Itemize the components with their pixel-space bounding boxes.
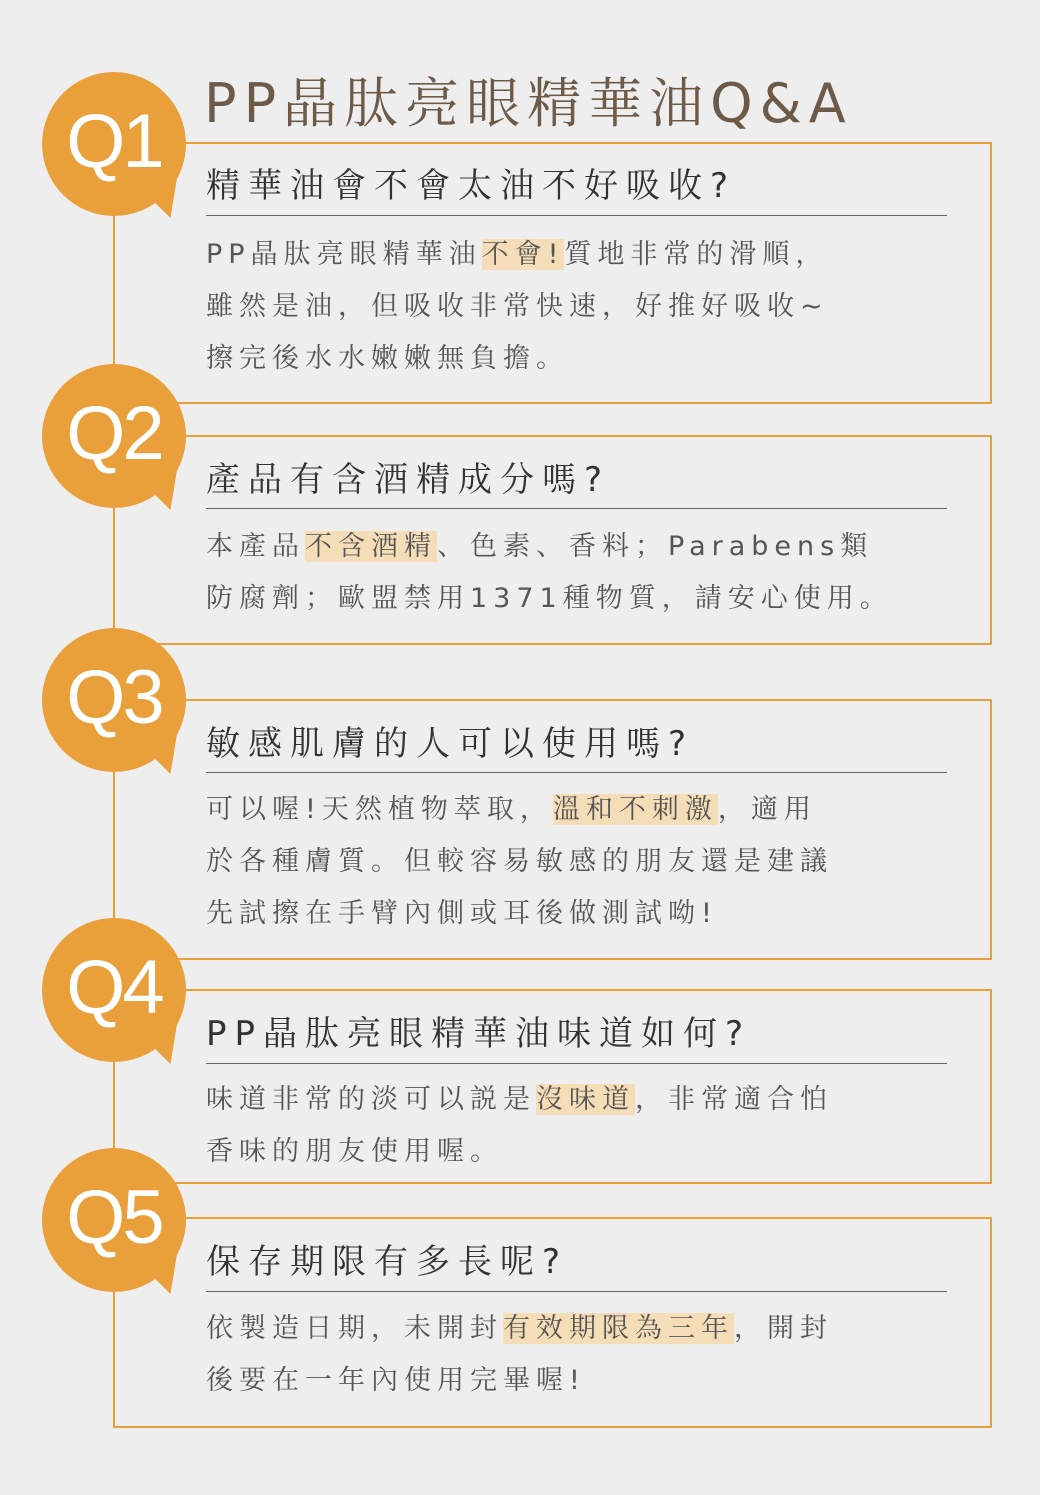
answer-4	[206, 1074, 946, 1178]
answer-highlight: 不含酒精	[305, 531, 437, 562]
answer-3	[206, 784, 946, 940]
question-divider	[206, 508, 947, 509]
page-title: PP晶肽亮眼精華油Q&A	[204, 72, 853, 135]
answer-highlight: 溫和不刺激	[552, 794, 718, 825]
q3-badge	[42, 628, 186, 772]
q2-badge	[42, 364, 186, 508]
answer-line: PP晶肽亮眼精華油不會!質地非常的滑順，	[206, 239, 829, 270]
answer-highlight: 沒味道	[536, 1084, 635, 1115]
answer-line: 防腐劑；歐盟禁用1371種物質，請安心使用。	[206, 583, 893, 614]
question-divider	[206, 1291, 947, 1292]
q3-label: Q3	[66, 654, 162, 740]
answer-highlight: 不會!	[481, 239, 565, 270]
question-divider	[206, 772, 947, 773]
question-3: 敏感肌膚的人可以使用嗎?	[206, 724, 695, 764]
answer-2	[206, 521, 946, 625]
question-divider	[206, 1063, 947, 1064]
q1-label: Q1	[66, 98, 162, 184]
answer-line: 先試擦在手臂內側或耳後做測試呦!	[206, 898, 718, 929]
answer-1	[206, 229, 946, 385]
answer-line: 擦完後水水嫩嫩無負擔。	[206, 343, 569, 374]
answer-line: 香味的朋友使用喔。	[206, 1136, 503, 1167]
answer-line: 雖然是油，但吸收非常快速，好推好吸收~	[206, 291, 829, 322]
q4-badge	[42, 918, 186, 1062]
q5-badge	[42, 1148, 186, 1292]
answer-line: 於各種膚質。但較容易敏感的朋友還是建議	[206, 846, 833, 877]
question-2: 產品有含酒精成分嗎?	[206, 460, 611, 500]
answer-line: 可以喔!天然植物萃取，溫和不刺激，適用	[206, 794, 817, 825]
q5-label: Q5	[66, 1174, 162, 1260]
question-1: 精華油會不會太油不好吸收?	[206, 166, 737, 206]
answer-line: 依製造日期，未開封有效期限為三年，開封	[206, 1313, 833, 1344]
q1-badge	[42, 72, 186, 216]
question-5: 保存期限有多長呢?	[206, 1242, 569, 1282]
answer-5	[206, 1303, 946, 1407]
answer-line: 後要在一年內使用完畢喔!	[206, 1365, 586, 1396]
answer-line: 味道非常的淡可以説是沒味道，非常適合怕	[206, 1084, 833, 1115]
answer-line: 本產品不含酒精、色素、香料；Parabens類	[206, 531, 874, 562]
q2-label: Q2	[66, 390, 162, 476]
question-4: PP晶肽亮眼精華油味道如何?	[206, 1014, 752, 1054]
question-divider	[206, 215, 947, 216]
q4-label: Q4	[66, 944, 162, 1030]
answer-highlight: 有效期限為三年	[503, 1313, 734, 1344]
